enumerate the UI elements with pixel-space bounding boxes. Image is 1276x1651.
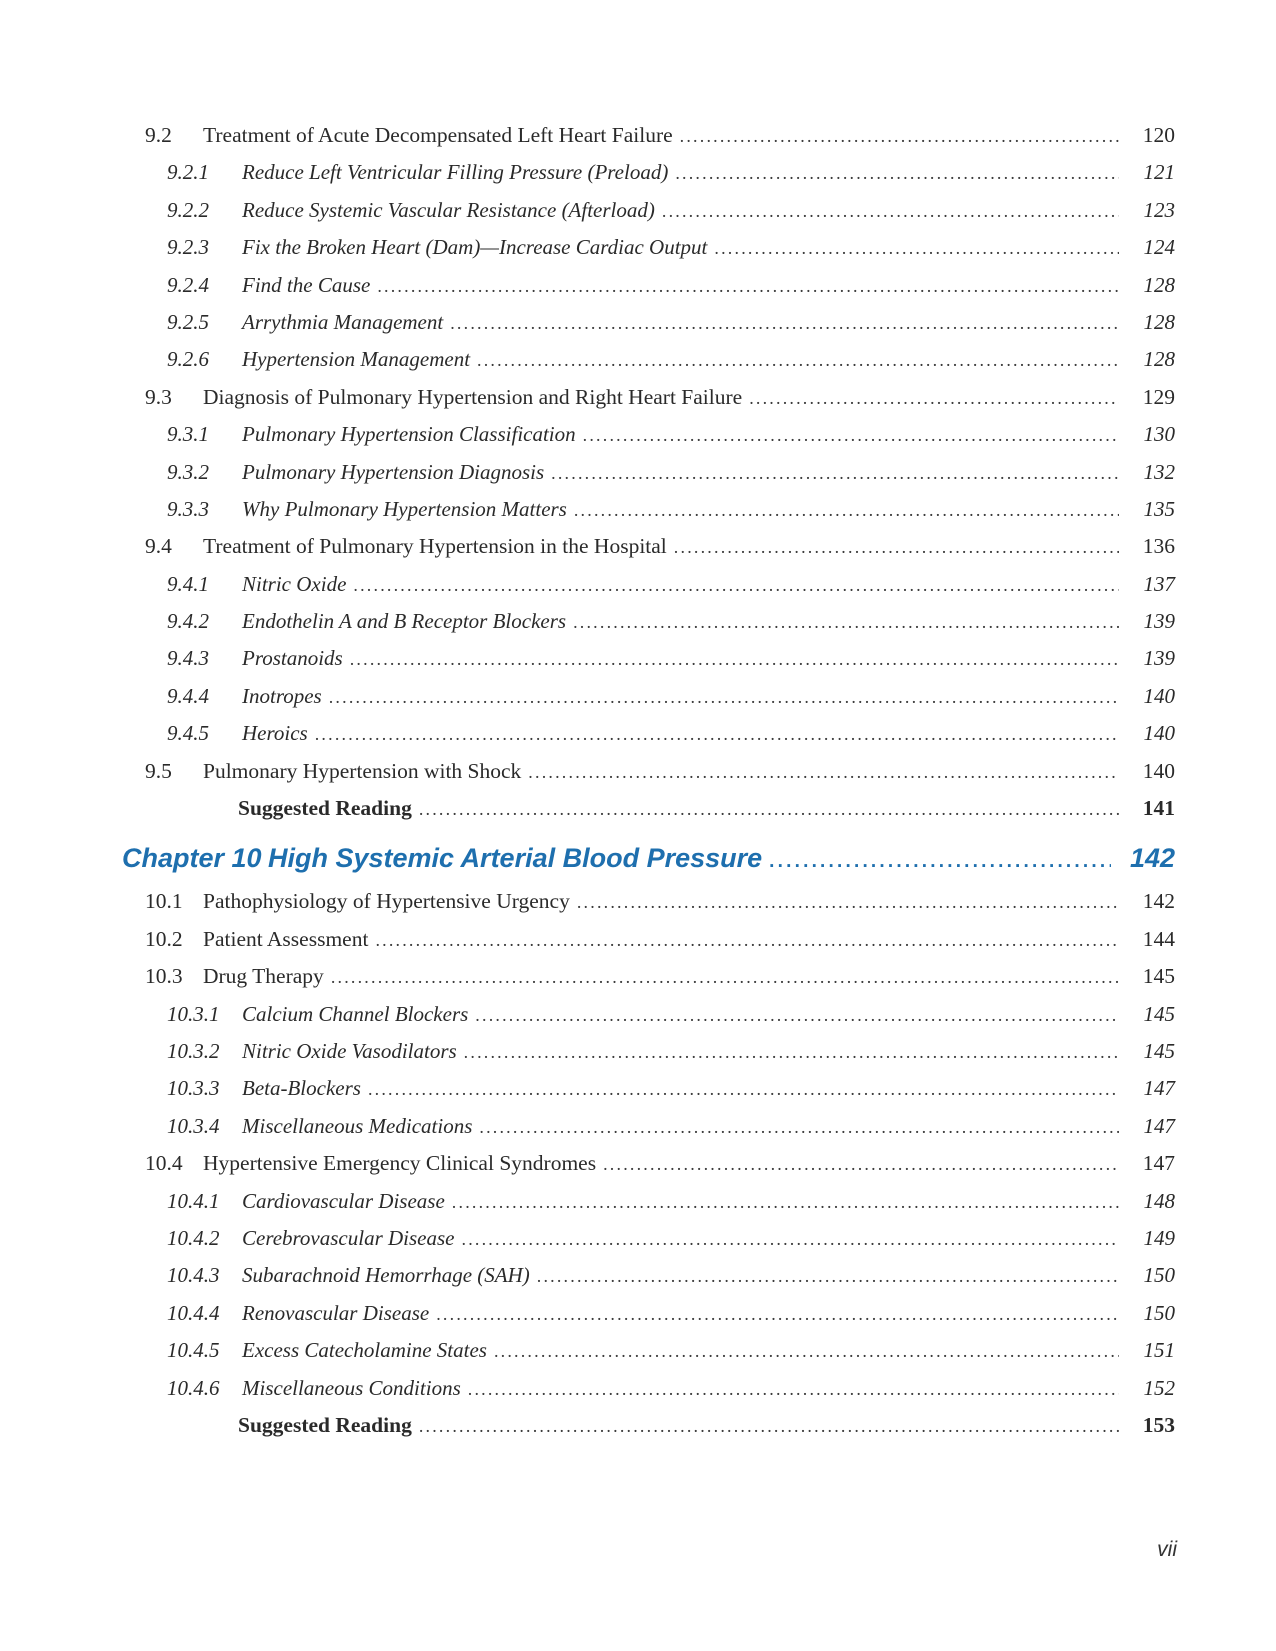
entry-page: 128 — [1143, 309, 1175, 334]
entry-title: Treatment of Pulmonary Hypertension in the Hospital — [203, 534, 667, 559]
entry-page: 142 — [1129, 843, 1175, 874]
toc-entry — [122, 996, 1175, 1033]
toc-entry — [122, 192, 1175, 229]
dot-leader — [574, 491, 1119, 529]
entry-title: Cerebrovascular Disease — [242, 1225, 455, 1250]
entry-page: 147 — [1143, 1076, 1175, 1101]
entry-number: 10.3 — [145, 964, 183, 989]
entry-title: Miscellaneous Conditions — [242, 1375, 461, 1400]
entry-number: 10.4.6 — [167, 1375, 220, 1400]
entry-page: 150 — [1143, 1263, 1175, 1288]
toc-entry — [122, 678, 1175, 715]
entry-number: 9.2.5 — [167, 309, 209, 334]
dot-leader — [583, 416, 1119, 454]
entry-title: Reduce Systemic Vascular Resistance (Afterload) — [242, 197, 655, 222]
entry-title: Cardiovascular Disease — [242, 1188, 445, 1213]
entry-title: Suggested Reading — [238, 1412, 412, 1437]
toc-entry — [122, 1370, 1175, 1407]
toc-entry — [122, 267, 1175, 304]
entry-page: 135 — [1143, 496, 1175, 521]
toc-entry — [122, 454, 1175, 491]
entry-number: 10.1 — [145, 889, 183, 914]
dot-leader — [452, 1183, 1119, 1221]
toc-entry — [122, 154, 1175, 191]
entry-title: Patient Assessment — [203, 926, 369, 951]
dot-leader — [464, 1033, 1119, 1071]
entry-page: 140 — [1143, 721, 1175, 746]
entry-title: Why Pulmonary Hypertension Matters — [242, 496, 567, 521]
entry-number: 10.4 — [145, 1151, 183, 1176]
entry-number: 10.3.4 — [167, 1113, 220, 1138]
footer-page-number: vii — [1157, 1538, 1177, 1561]
dot-leader — [353, 566, 1119, 604]
entry-title: Nitric Oxide — [242, 571, 347, 596]
entry-number: 10.4.3 — [167, 1263, 220, 1288]
entry-page: 145 — [1143, 1001, 1175, 1026]
entry-number: 9.2.1 — [167, 160, 209, 185]
toc-entry — [122, 921, 1175, 958]
entry-page: 147 — [1142, 1151, 1175, 1176]
entry-page: 136 — [1142, 534, 1175, 559]
entry-number: 10.2 — [145, 926, 183, 951]
toc-entry — [122, 790, 1175, 827]
dot-leader — [377, 267, 1119, 305]
entry-number: 10.3.2 — [167, 1038, 220, 1063]
entry-number: 10.3.3 — [167, 1076, 220, 1101]
entry-page: 145 — [1143, 1038, 1175, 1063]
entry-title: Endothelin A and B Receptor Blockers — [242, 609, 567, 634]
entry-page: 139 — [1143, 609, 1175, 634]
toc-entry — [122, 1407, 1175, 1444]
entry-title: Hypertension Management — [242, 347, 471, 372]
entry-page: 149 — [1143, 1225, 1175, 1250]
entry-number: 10.4.4 — [167, 1300, 220, 1325]
entry-title: Pathophysiology of Hypertensive Urgency — [203, 889, 570, 914]
entry-number: 9.4.3 — [167, 646, 209, 671]
entry-number: 9.5 — [145, 758, 172, 783]
chapter-heading — [122, 827, 1175, 883]
dot-leader — [494, 1332, 1119, 1370]
entry-title: Pulmonary Hypertension with Shock — [203, 758, 522, 783]
dot-leader — [477, 341, 1119, 379]
entry-page: 124 — [1143, 235, 1175, 260]
entry-number: 9.3.1 — [167, 422, 209, 447]
toc-entry — [122, 1070, 1175, 1107]
entry-title: Reduce Left Ventricular Filling Pressure (Preload) — [242, 160, 669, 185]
dot-leader — [479, 1108, 1119, 1146]
entry-title: Calcium Channel Blockers — [242, 1001, 469, 1026]
entry-page: 150 — [1143, 1300, 1175, 1325]
entry-title: Find the Cause — [242, 272, 371, 297]
toc-entry — [122, 341, 1175, 378]
entry-page: 148 — [1143, 1188, 1175, 1213]
dot-leader — [675, 154, 1119, 192]
toc-entry — [122, 1257, 1175, 1294]
entry-title: Heroics — [242, 721, 308, 746]
entry-number: 9.2.6 — [167, 347, 209, 372]
entry-number: 9.2.4 — [167, 272, 209, 297]
entry-number: 10.4.1 — [167, 1188, 220, 1213]
toc-entry — [122, 229, 1175, 266]
entry-page: 123 — [1143, 197, 1175, 222]
entry-title: Drug Therapy — [203, 964, 324, 989]
toc-entry — [122, 1295, 1175, 1332]
dot-leader — [680, 117, 1119, 155]
toc-entry — [122, 304, 1175, 341]
entry-number: Chapter 10 — [122, 843, 262, 874]
toc-entry — [122, 958, 1175, 995]
dot-leader — [573, 603, 1119, 641]
entry-number: 9.2 — [145, 123, 172, 147]
toc-entry — [122, 1183, 1175, 1220]
toc-entry — [122, 379, 1175, 416]
entry-title: Miscellaneous Medications — [242, 1113, 473, 1138]
dot-leader — [551, 454, 1119, 492]
dot-leader — [468, 1370, 1119, 1408]
entry-page: 137 — [1143, 571, 1175, 596]
dot-leader — [769, 834, 1111, 886]
entry-page: 140 — [1142, 758, 1175, 783]
entry-page: 142 — [1142, 889, 1175, 914]
entry-page: 129 — [1142, 384, 1175, 409]
entry-number: 10.3.1 — [167, 1001, 220, 1026]
entry-title: Prostanoids — [242, 646, 343, 671]
entry-title: Fix the Broken Heart (Dam)—Increase Cardiac Output — [242, 235, 708, 260]
toc-entry — [122, 416, 1175, 453]
dot-leader — [662, 192, 1119, 230]
toc-entry — [122, 640, 1175, 677]
dot-leader — [375, 921, 1119, 959]
entry-page: 140 — [1143, 683, 1175, 708]
entry-title: Diagnosis of Pulmonary Hypertension and Right Heart Failure — [203, 384, 743, 409]
dot-leader — [368, 1070, 1119, 1108]
entry-number: 10.4.5 — [167, 1338, 220, 1363]
dot-leader — [419, 790, 1119, 828]
entry-title: Treatment of Acute Decompensated Left Heart Failure — [203, 123, 673, 147]
entry-page: 139 — [1143, 646, 1175, 671]
entry-page: 152 — [1143, 1375, 1175, 1400]
entry-title: Pulmonary Hypertension Diagnosis — [242, 459, 545, 484]
entry-page: 120 — [1142, 123, 1175, 147]
entry-title: Beta-Blockers — [242, 1076, 361, 1101]
dot-leader — [331, 958, 1119, 996]
entry-title: Nitric Oxide Vasodilators — [242, 1038, 457, 1063]
entry-page: 144 — [1142, 926, 1175, 951]
entry-page: 132 — [1143, 459, 1175, 484]
toc-entry — [122, 1220, 1175, 1257]
entry-number: 9.4.4 — [167, 683, 209, 708]
dot-leader — [329, 678, 1119, 716]
dot-leader — [350, 640, 1119, 678]
entry-number: 9.4 — [145, 534, 172, 559]
entry-title: High Systemic Arterial Blood Pressure — [268, 843, 763, 874]
toc-entry — [122, 715, 1175, 752]
dot-leader — [462, 1220, 1120, 1258]
dot-leader — [315, 715, 1119, 753]
dot-leader — [674, 528, 1119, 566]
entry-page: 130 — [1143, 422, 1175, 447]
entry-number: 9.4.5 — [167, 721, 209, 746]
dot-leader — [577, 883, 1119, 921]
dot-leader — [537, 1257, 1119, 1295]
entry-page: 153 — [1142, 1412, 1175, 1437]
toc-entry — [122, 753, 1175, 790]
entry-title: Subarachnoid Hemorrhage (SAH) — [242, 1263, 530, 1288]
dot-leader — [436, 1295, 1119, 1333]
entry-number: 9.2.3 — [167, 235, 209, 260]
entry-title: Hypertensive Emergency Clinical Syndromes — [203, 1151, 597, 1176]
entry-number: 9.4.2 — [167, 609, 209, 634]
entry-title: Arrythmia Management — [242, 309, 444, 334]
toc-entry — [122, 528, 1175, 565]
entry-number: 9.4.1 — [167, 571, 209, 596]
toc-entry — [122, 117, 1175, 154]
dot-leader — [603, 1145, 1119, 1183]
dot-leader — [450, 304, 1119, 342]
entry-number: 9.2.2 — [167, 197, 209, 222]
entry-page: 141 — [1142, 796, 1175, 821]
dot-leader — [419, 1407, 1119, 1445]
toc-entry — [122, 883, 1175, 920]
entry-number: 10.4.2 — [167, 1225, 220, 1250]
toc-entry — [122, 1145, 1175, 1182]
toc-entry — [122, 491, 1175, 528]
entry-page: 151 — [1143, 1338, 1175, 1363]
entry-title: Pulmonary Hypertension Classification — [242, 422, 576, 447]
entry-page: 121 — [1143, 160, 1175, 185]
dot-leader — [714, 229, 1119, 267]
dot-leader — [749, 379, 1119, 417]
dot-leader — [528, 753, 1119, 791]
dot-leader — [475, 996, 1119, 1034]
entry-title: Suggested Reading — [238, 796, 412, 821]
toc-entry — [122, 1332, 1175, 1369]
toc-entry — [122, 566, 1175, 603]
table-of-contents — [122, 117, 1175, 1444]
entry-page: 128 — [1143, 347, 1175, 372]
toc-entry — [122, 1108, 1175, 1145]
toc-entry — [122, 1033, 1175, 1070]
entry-title: Renovascular Disease — [242, 1300, 430, 1325]
toc-entry — [122, 603, 1175, 640]
entry-title: Inotropes — [242, 683, 322, 708]
entry-number: 9.3 — [145, 384, 172, 409]
entry-number: 9.3.3 — [167, 496, 209, 521]
entry-page: 145 — [1142, 964, 1175, 989]
entry-title: Excess Catecholamine States — [242, 1338, 487, 1363]
entry-page: 147 — [1143, 1113, 1175, 1138]
entry-page: 128 — [1143, 272, 1175, 297]
entry-number: 9.3.2 — [167, 459, 209, 484]
